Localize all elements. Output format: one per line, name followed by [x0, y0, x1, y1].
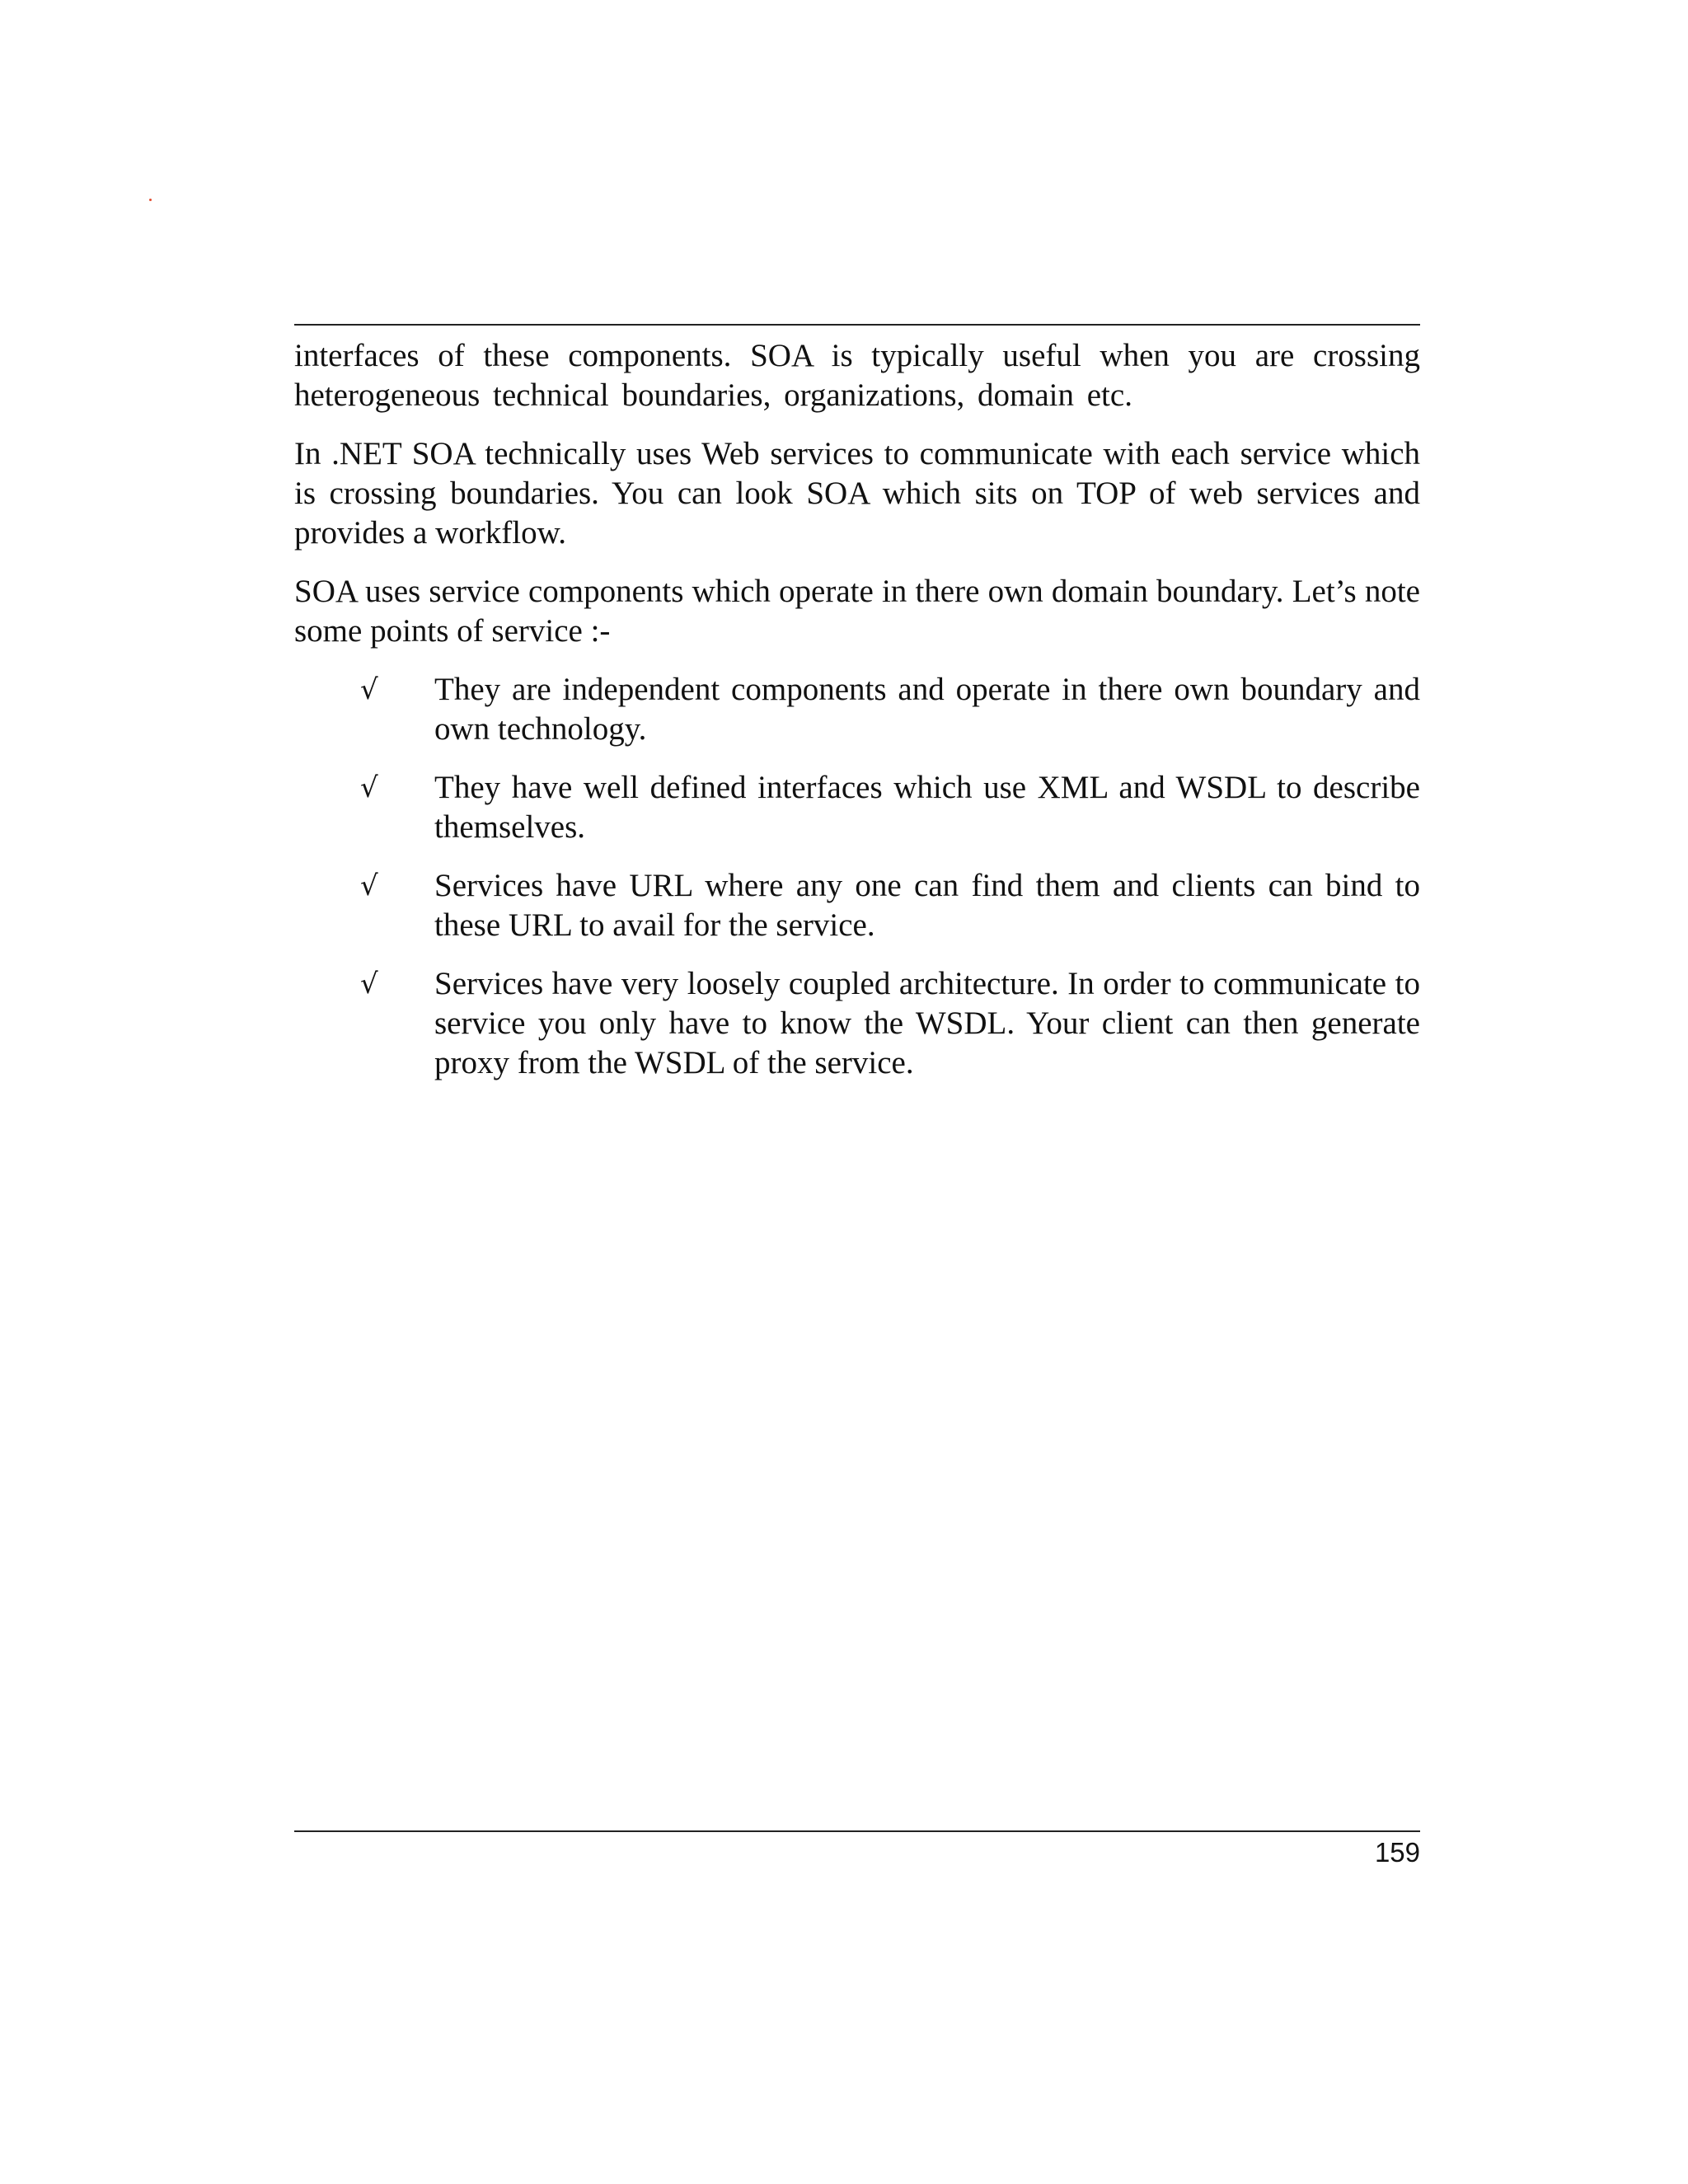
page-body	[294, 336, 1420, 1102]
page-number: 159	[1374, 1837, 1420, 1868]
list-item-text: Services have very loosely coupled architecture. In order to communicate to service you only have to know the WSDL. Your client can then generate proxy from the WSDL of the service.	[434, 966, 1420, 1080]
checkmark-icon: √	[360, 869, 378, 902]
list-item	[294, 964, 1420, 1083]
checkmark-icon: √	[360, 771, 378, 804]
checkmark-icon: √	[360, 673, 378, 706]
paragraph-3: SOA uses service components which operate in there own domain boundary. Let’s note some points of service :-	[294, 574, 1420, 649]
list-item-text: They have well defined interfaces which use XML and WSDL to describe themselves.	[434, 770, 1420, 845]
list-item-text: Services have URL where any one can find them and clients can bind to these URL to avail for the service.	[434, 868, 1420, 943]
paragraph-2: In .NET SOA technically uses Web services to communicate with each service which is crossing boundaries. You can look SOA which sits on TOP of web services and provides a workflow.	[294, 436, 1420, 551]
stray-mark	[149, 199, 152, 201]
list-item	[294, 670, 1420, 749]
service-points-list	[294, 670, 1420, 1083]
paragraph-1: interfaces of these components. SOA is typically useful when you are crossing heterogeneous technical boundaries, organizations, domain etc.	[294, 338, 1420, 413]
list-item-text: They are independent components and operate in there own boundary and own technology.	[434, 672, 1420, 747]
footer-rule	[294, 1830, 1420, 1832]
checkmark-icon: √	[360, 968, 378, 1001]
header-rule	[294, 324, 1420, 326]
list-item	[294, 768, 1420, 847]
list-item	[294, 866, 1420, 945]
